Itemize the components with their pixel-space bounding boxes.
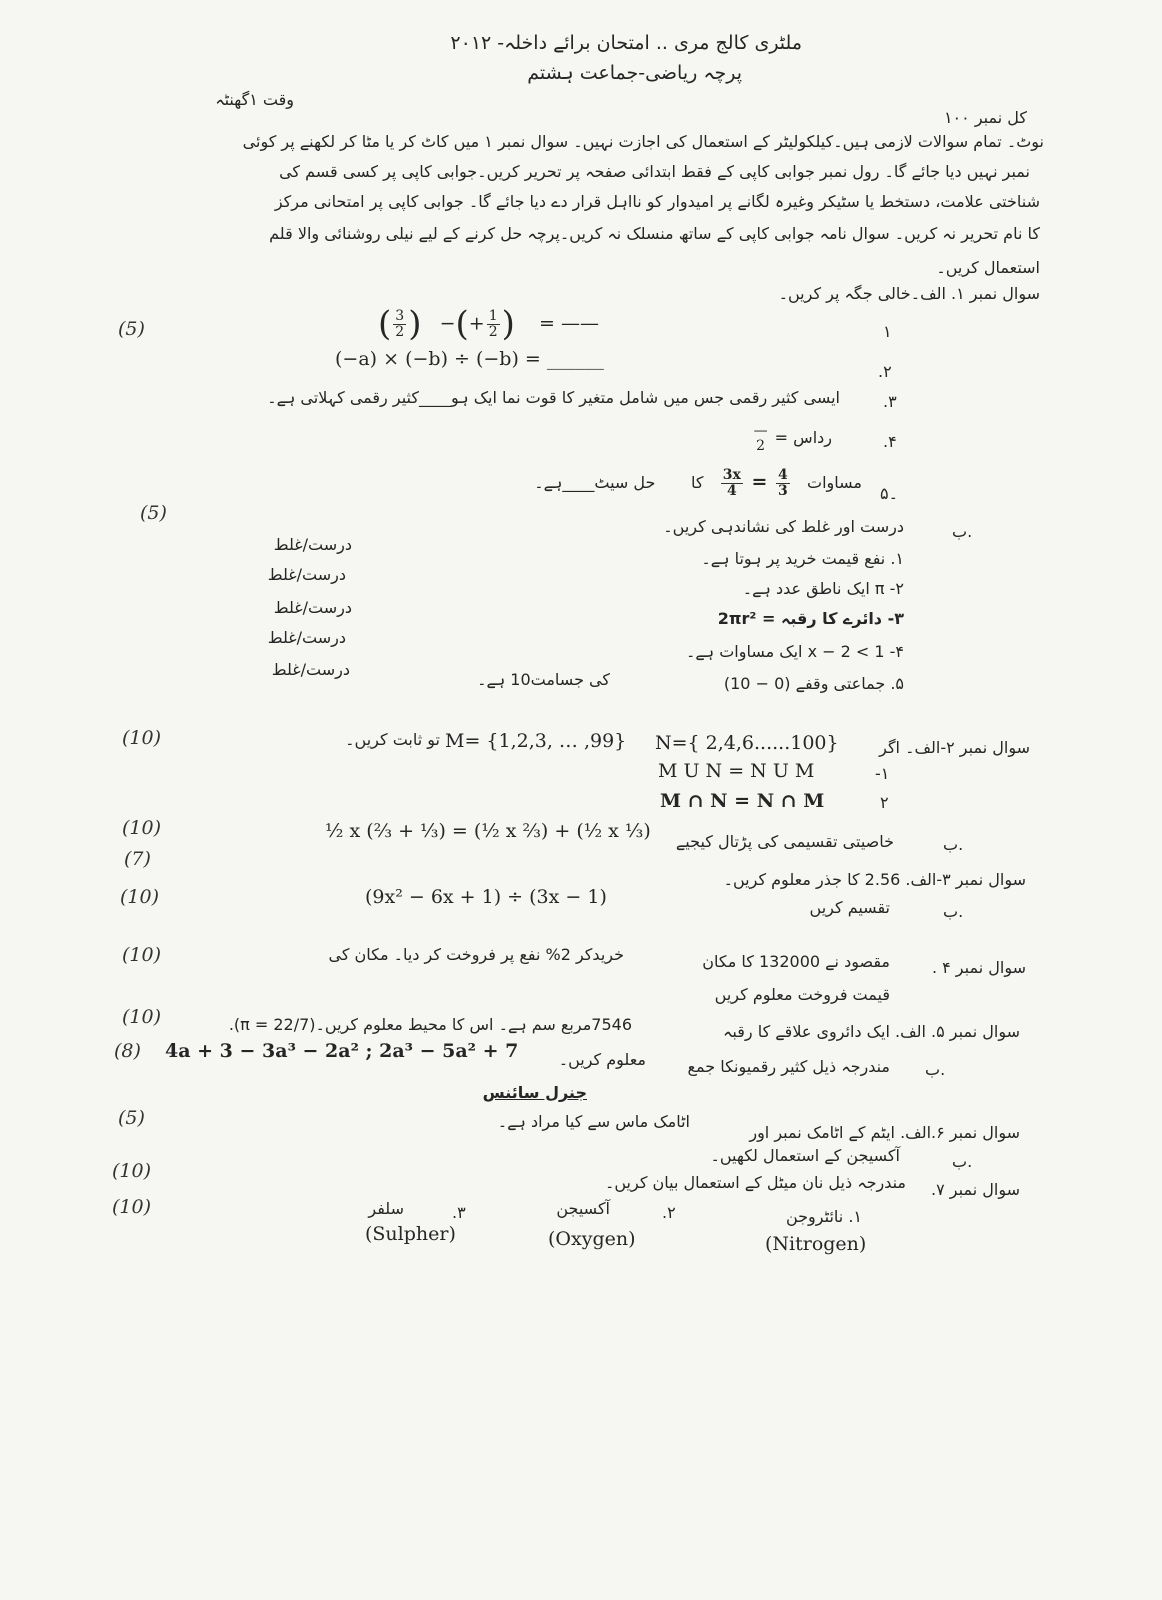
q4-text: مقصود نے 132000 کا مکان — [702, 952, 890, 971]
division-expression: (9x² − 6x + 1) ÷ (3x − 1) — [365, 886, 607, 908]
item-number: .۲ — [878, 362, 892, 381]
exam-title: ملٹری کالج مری .. امتحان برائے داخلہ- ۲۰۱۲ — [450, 32, 802, 54]
denominator: 2 — [488, 323, 498, 340]
blank: = —— — [539, 312, 600, 335]
tf-item-tail: کی جسامت10 ہے۔ — [477, 670, 610, 689]
radius-label: رداس = — [774, 428, 832, 448]
q2-b-text: خاصیتی تقسیمی کی پڑتال کیجیے — [675, 832, 894, 851]
q5-b-text: مندرجہ ذیل کثیر رقمیونکا جمع — [687, 1057, 890, 1076]
tf-item: ۵. جماعتی وقفے (0 − 10) — [723, 674, 904, 693]
item-number: ۱ — [883, 322, 892, 341]
true-false-heading: درست اور غلط کی نشاندہی کریں۔ — [663, 517, 904, 536]
marks: (5) — [118, 1107, 145, 1129]
q5-text: 7546مربع سم ہے۔ اس کا محیط معلوم کریں۔(π = 22/7). — [228, 1015, 632, 1034]
true-false-answer: درست/غلط — [267, 565, 346, 584]
true-false-answer: درست/غلط — [271, 660, 350, 679]
q1-item5-text: مساوات $\frac{3x}{4}$ = $\frac{4}{3}$ کا حل سیٹ____ہے۔ — [534, 467, 862, 499]
q7-text: مندرجہ ذیل نان میٹل کے استعمال بیان کریں۔ — [604, 1173, 906, 1192]
element-name-urdu: سلفر — [368, 1199, 404, 1218]
q5-b-find: معلوم کریں۔ — [558, 1050, 646, 1069]
q5-heading: سوال نمبر ۵. الف. ایک دائروی علاقے کا رقبہ — [723, 1022, 1020, 1041]
q1-heading: سوال نمبر ۱. الف۔خالی جگہ پر کریں۔ — [778, 284, 1040, 303]
q4-text: قیمت فروخت معلوم کریں — [714, 985, 890, 1004]
item-number: ۱. — [848, 1207, 862, 1226]
ka-word: کا — [691, 473, 704, 493]
note-line: کا نام تحریر نہ کریں۔ سوال نامہ جوابی کاپی کے ساتھ منسلک نہ کریں۔پرچہ حل کرنے کے لیے نیلی روشنائی والا قلم — [269, 224, 1040, 243]
marks: (7) — [124, 848, 151, 870]
q1-item1-expression: ( $\frac{3}{2}$ ) −(+ $\frac{1}{2}$ ) = —— — [378, 304, 600, 344]
equation-label: مساوات — [807, 473, 862, 493]
distributive-expression: ½ x (⅔ + ⅓) = (½ x ⅔) + (½ x ⅓) — [325, 820, 651, 842]
part-b-label: ب. — [925, 1060, 946, 1079]
numerator: 4 — [778, 467, 788, 483]
q1-item2-expression: (−a) × (−b) ÷ (−b) = ______ — [335, 348, 604, 370]
total-marks: کل نمبر ۱۰۰ — [943, 108, 1027, 127]
marks: (8) — [114, 1040, 141, 1062]
union-property: M U N = N U M — [658, 760, 815, 782]
paper-subtitle: پرچہ ریاضی-جماعت ہشتم — [527, 62, 742, 84]
note-line: نوٹ۔ تمام سوالات لازمی ہیں۔کیلکولیٹر کے استعمال کی اجازت نہیں۔ سوال نمبر ۱ میں کاٹ کر یا مٹا کر لکھنے پر کوئی — [242, 132, 1044, 151]
q6-b-text: آکسیجن کے استعمال لکھیں۔ — [710, 1146, 900, 1165]
q3-b-text: تقسیم کریں — [809, 898, 890, 917]
q7-heading: سوال نمبر ۷. — [931, 1180, 1020, 1199]
part-b-label: ب. — [952, 1152, 973, 1171]
time-allowed: وقت ۱گھنٹہ — [215, 90, 294, 109]
element-name-urdu: آکسیجن — [556, 1199, 610, 1218]
part-b-label: ب. — [943, 902, 964, 921]
item-number: .۴ — [883, 432, 897, 451]
part-b-label: ب. — [952, 522, 973, 541]
item-number: -۱ — [875, 764, 890, 783]
tf-item: ۴- x − 2 < 1 ایک مساوات ہے۔ — [686, 642, 904, 661]
intersection-property: M ∩ N = N ∩ M — [660, 790, 825, 812]
marks: (10) — [112, 1196, 152, 1218]
marks: (10) — [122, 1006, 162, 1028]
q2-heading: سوال نمبر ۲-الف۔ اگر — [879, 738, 1030, 757]
marks: (10) — [112, 1160, 152, 1182]
section-title-general-science: جنرل سائنس — [482, 1083, 587, 1102]
q4-heading: سوال نمبر ۴ . — [931, 958, 1026, 977]
q6-text: اٹامک ماس سے کیا مراد ہے۔ — [497, 1112, 690, 1131]
marks: (5) — [140, 502, 167, 524]
true-false-answer: درست/غلط — [273, 598, 352, 617]
denominator: 4 — [726, 482, 737, 499]
tf-item: ۳- دائرے کا رقبہ = 2πr² — [717, 609, 904, 628]
q1-item4-text — [752, 424, 832, 453]
tf-item: ۲- π ایک ناطق عدد ہے۔ — [742, 579, 904, 598]
denominator: 3 — [778, 482, 788, 499]
marks: (10) — [120, 886, 160, 908]
tf-item: ۱. نفع قیمت خرید پر ہوتا ہے۔ — [701, 549, 904, 568]
prove-text: تو ثابت کریں۔ — [345, 730, 440, 749]
q4-text: خریدکر 2% نفع پر فروخت کر دیا۔ مکان کی — [328, 945, 624, 964]
element-name-english: (Sulpher) — [365, 1223, 456, 1245]
polynomials-expression: 4a + 3 − 3a³ − 2a² ; 2a³ − 5a² + 7 — [165, 1040, 519, 1062]
q6-heading: سوال نمبر ۶.الف. ایٹم کے اٹامک نمبر اور — [749, 1123, 1020, 1142]
marks: (5) — [118, 318, 145, 340]
q1-item3-text: ایسی کثیر رقمی جس میں شامل متغیر کا قوت نما ایک ہو____کثیر رقمی کہلاتی ہے۔ — [267, 388, 840, 407]
numerator: — — [753, 423, 768, 439]
numerator: 3x — [722, 467, 741, 483]
set-m: M= {1,2,3, … ,99} — [445, 730, 627, 752]
item-number: ۔۵ — [880, 484, 898, 503]
marks: (10) — [122, 944, 162, 966]
true-false-answer: درست/غلط — [267, 628, 346, 647]
denominator: 2 — [756, 437, 766, 454]
marks: (10) — [122, 727, 162, 749]
true-false-answer: درست/غلط — [273, 535, 352, 554]
set-n: N={ 2,4,6......100} — [655, 732, 839, 754]
item-number: .۳ — [883, 392, 897, 411]
element-name-urdu: نائٹروجن — [785, 1207, 844, 1226]
element-name-english: (Oxygen) — [548, 1228, 636, 1250]
part-b-label: ب. — [943, 835, 964, 854]
element-name-english: (Nitrogen) — [765, 1233, 867, 1255]
marks: (10) — [122, 817, 162, 839]
solution-set-text: حل سیٹ____ہے۔ — [534, 473, 656, 493]
item-number: .۳ — [452, 1203, 466, 1222]
denominator: 2 — [395, 323, 405, 340]
q3-heading: سوال نمبر ۳-الف. 2.56 کا جذر معلوم کریں۔ — [723, 870, 1026, 889]
note-line: شناختی علامت، دستخط یا سٹیکر وغیرہ لگانے پر امیدوار کو نااہل قرار دے دیا جائے گا۔ جوابی کاپی پر امتحانی مرکز — [274, 192, 1040, 211]
note-line: نمبر نہیں دیا جائے گا۔ رول نمبر جوابی کاپی کے فقط ابتدائی صفحہ پر تحریر کریں۔جوابی کاپی پر کسی قسم کی — [279, 162, 1030, 181]
item-number: .۲ — [662, 1203, 676, 1222]
element-nitrogen — [786, 1207, 862, 1226]
numerator: 3 — [395, 308, 405, 325]
note-line: استعمال کریں۔ — [936, 258, 1040, 277]
item-number: ۲ — [880, 793, 889, 812]
numerator: 1 — [488, 308, 498, 325]
